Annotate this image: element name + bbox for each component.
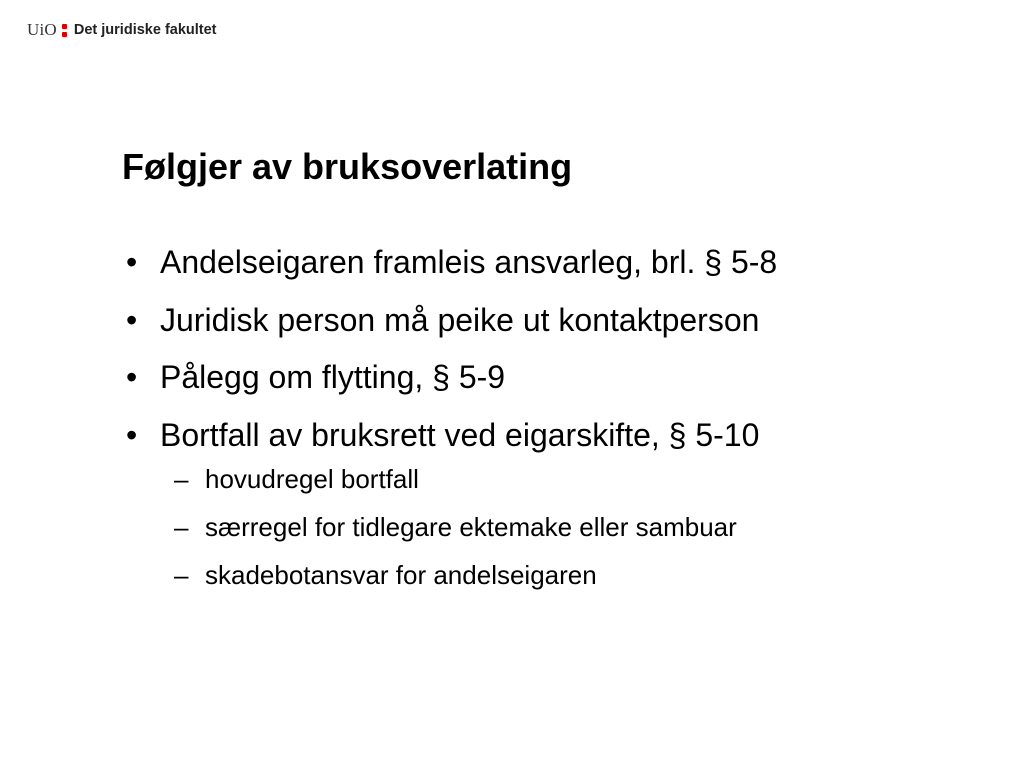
faculty-name: Det juridiske fakultet — [73, 22, 217, 38]
sub-bullet-text: særregel for tidlegare ektemake eller sambuar — [205, 512, 737, 542]
sub-bullet-text: skadebotansvar for andelseigaren — [205, 560, 597, 590]
bullet-item — [122, 238, 777, 296]
institution-header — [27, 17, 217, 43]
bullet-item — [122, 296, 777, 354]
sub-bullet-marker: – — [174, 560, 189, 590]
uio-logo: UiO — [27, 20, 57, 39]
bullet-marker: • — [126, 359, 138, 395]
bullet-list — [122, 238, 777, 604]
sub-bullet-marker: – — [174, 464, 189, 494]
slide-title: Følgjer av bruksoverlating — [122, 146, 573, 187]
sub-bullet-text: hovudregel bortfall — [205, 464, 419, 494]
sub-bullet-item — [122, 508, 777, 556]
sub-bullet-list — [122, 460, 777, 604]
bullet-marker: • — [126, 244, 138, 280]
sub-bullet-marker: – — [174, 512, 189, 542]
bullet-text: Pålegg om flytting, § 5-9 — [160, 359, 506, 395]
bullet-marker: • — [126, 416, 138, 453]
uio-colon-icon — [62, 22, 67, 38]
sub-bullet-item — [122, 556, 777, 604]
sub-bullet-item — [122, 460, 777, 508]
sub-bullet-group — [122, 460, 777, 604]
bullet-item — [122, 353, 777, 411]
bullet-text: Bortfall av bruksrett ved eigarskifte, § 5-10 — [160, 416, 760, 453]
bullet-text: Andelseigaren framleis ansvarleg, brl. § 5-8 — [160, 244, 778, 280]
bullet-text: Juridisk person må peike ut kontaktperson — [160, 301, 760, 338]
bullet-marker: • — [126, 301, 138, 338]
